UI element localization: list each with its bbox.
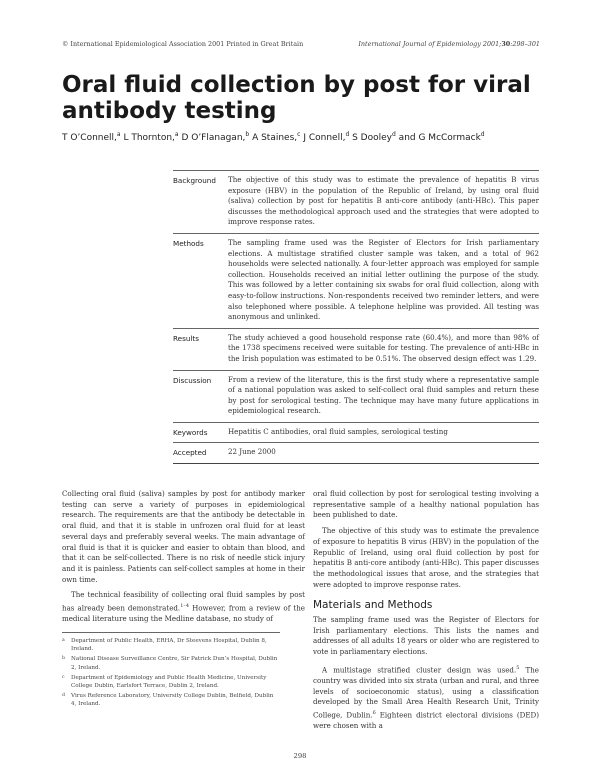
page-number: 298: [293, 752, 307, 760]
abstract-table: [173, 170, 539, 464]
affiliation-footnotes: [62, 632, 280, 711]
citation-ref: 5: [516, 664, 520, 671]
author: D O’Flanagan,$^b$: [178, 131, 250, 143]
abstract-text: The study achieved a good household response rate (60.4%), and more than 98% of the 1738 specimens received were suitable for testing. The prevalence of anti-HBc in the Irish population was estimated to be 0.51%. The observed design effect was 1.29.: [228, 332, 539, 363]
abstract-row-accepted: [173, 443, 539, 464]
paragraph: oral fluid collection by post for serological testing involving a representative sample of a healthy national population has been published to date.: [313, 489, 539, 520]
footnote: c Department of Epidemiology and Public Health Medicine, University College Dublin, Earlsfort Terrace, Dublin 2, Ireland.: [62, 674, 267, 690]
paragraph: Collecting oral fluid (saliva) samples by post for antibody marker testing can serve a variety of purposes in epidemiological research. The requirements are that the antibody be detectable in oral fluid, and that it is stable in unfrozen oral fluid for at least several days and preferably several weeks. The main advantage of oral fluid is that it is quicker and easier to obtain than blood, and that it can be self-collected. There is no risk of needle stick injury and it is painless. Patients can self-collect samples at home in their own time.: [62, 489, 305, 584]
footnote: b National Disease Surveillance Centre, Sir Patrick Dun’s Hospital, Dublin 2, Ireland.: [62, 656, 278, 671]
citation-ref: 1–4: [180, 603, 190, 610]
journal-citation: International Journal of Epidemiology 2001;30:298–301: [358, 40, 540, 48]
author: L Thornton,$^a$: [120, 131, 179, 143]
abstract-text: Hepatitis C antibodies, oral fluid samples, serological testing: [228, 426, 448, 436]
abstract-label: Keywords: [173, 427, 208, 437]
footnote: a Department of Public Health, ERHA, Dr Steevens Hospital, Dublin 8, Ireland.: [62, 638, 267, 653]
paragraph: The objective of this study was to estimate the prevalence of exposure to hepatitis B virus (HBV) in the population of the Republic of Ireland, using oral fluid collection by post for hepatitis B anti-core antibody (anti-HBc). This paper discusses the methodological issues that arose, and the strategies that were adopted to improve response rates.: [313, 526, 539, 589]
abstract-row-background: [173, 171, 539, 234]
abstract-text: The objective of this study was to estimate the prevalence of hepatitis B virus exposure (HBV) in the population of the Republic of Ireland, by using oral fluid (saliva) collection by post for hepatitis B anti-core antibody (anti-HBc). This paper discusses the methodological approach used and the strategies that were adopted to improve response rates.: [228, 175, 539, 227]
abstract-row-results: [173, 329, 539, 371]
footnote: d Virus Reference Laboratory, University College Dublin, Belfield, Dublin 4, Ireland.: [62, 693, 274, 708]
body-column-right: [313, 489, 539, 737]
author: T O’Connell,$^a$: [62, 131, 121, 143]
abstract-label: Accepted: [173, 448, 207, 458]
abstract-row-keywords: [173, 423, 539, 444]
abstract-row-discussion: [173, 371, 539, 423]
abstract-text: 22 June 2000: [228, 447, 276, 457]
abstract-label: Results: [173, 333, 199, 343]
abstract-text: From a review of the literature, this is the first study where a representative sample of a national population was asked to self-collect oral fluid samples and return these by post for serological testing. The technique may have many future applications in epidemiological research.: [228, 374, 539, 416]
abstract-label: Background: [173, 176, 216, 185]
article-title: Oral fluid collection by post for viral antibody testing: [62, 72, 531, 124]
paragraph: The sampling frame used was the Register of Electors for Irish parliamentary elections. This lists the names and addresses of all adults 18 years or older who are registered to vote in parliamentary elections.: [313, 615, 539, 657]
running-header: [62, 40, 540, 48]
abstract-label: Methods: [173, 238, 204, 248]
author: and G McCormack$^d$: [395, 131, 485, 143]
section-heading: Materials and Methods: [313, 599, 433, 612]
copyright-line: © International Epidemiological Association 2001 Printed in Great Britain: [62, 40, 304, 48]
body-column-left: [62, 489, 305, 630]
abstract-text: The sampling frame used was the Register of Electors for Irish parliamentary elections. A multistage stratified cluster sample was taken, and a total of 962 households were selected nationally. A four-letter approach was employed for sample collection. Households received an initial letter outlining the purpose of the study. This was followed by a letter containing six swabs for oral fluid collection, along with easy-to-follow instructions. Non-respondents received two reminder letters, and were also telephoned where possible. A telephone helpline was provided. All testing was anonymous and unlinked.: [228, 237, 539, 322]
citation-ref: 6: [372, 710, 376, 717]
abstract-row-methods: [173, 234, 539, 329]
author: S Dooley$^d$: [349, 131, 396, 143]
paragraph: The technical feasibility of collecting oral fluid samples by post has already been demonstrated.$^{1-4}$ However, from a review of the medical literature using the Medline database, no study of: [62, 590, 305, 624]
author-list: [62, 131, 562, 143]
abstract-label: Discussion: [173, 375, 212, 385]
paragraph: A multistage stratified cluster design was used.$^5$ The country was divided into six strata (urban and rural, and three levels of socioeconomic status), using a classification developed by the Small Area Health Research Unit, Trinity College, Dublin.$^6$ Eighteen district electoral divisions (DED) were chosen with a: [313, 664, 539, 731]
author: J Connell,$^d$: [300, 131, 350, 143]
author: A Staines,$^c$: [249, 131, 301, 143]
